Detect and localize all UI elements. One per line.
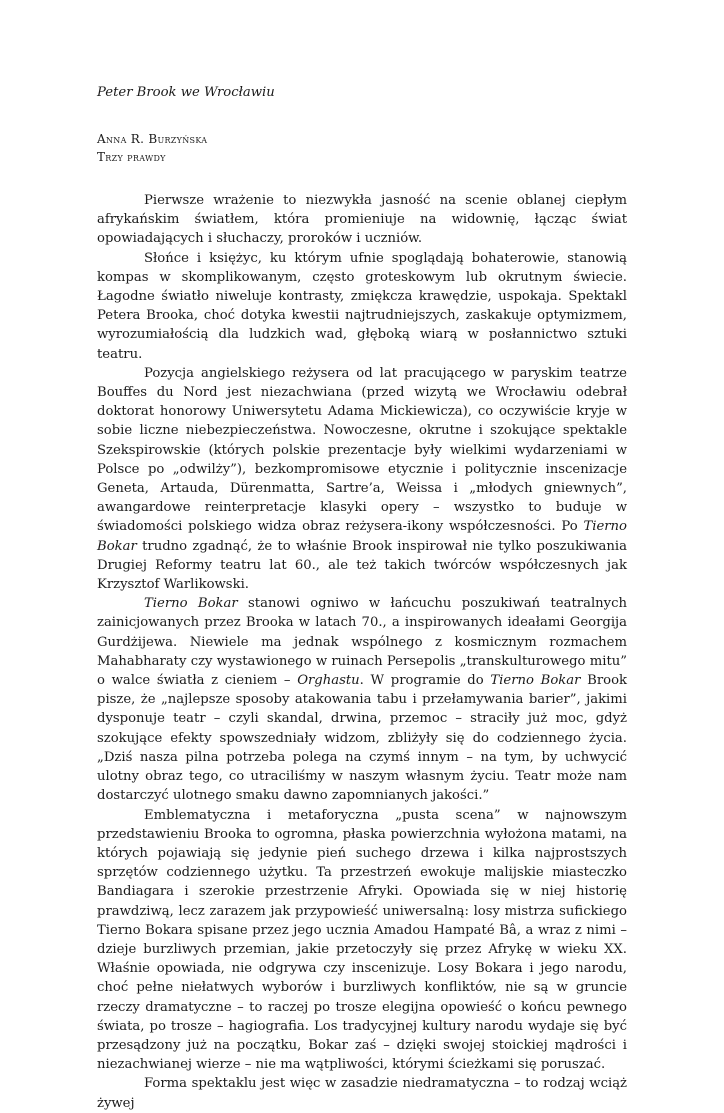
running-header: Peter Brook we Wrocławiu bbox=[97, 85, 275, 100]
paragraph bbox=[97, 191, 627, 249]
italic-title: Orghastu bbox=[297, 673, 360, 689]
paragraph bbox=[97, 806, 627, 1075]
paragraph bbox=[97, 594, 627, 805]
text-run: Forma spektaklu jest więc w zasadzie niedramatyczna – to rodzaj wciąż żywej bbox=[97, 1076, 627, 1111]
article-title: Trzy prawdy bbox=[97, 150, 166, 164]
author-name: Anna R. Burzyńska bbox=[97, 132, 208, 146]
byline bbox=[97, 130, 627, 166]
italic-title: Tierno Bokar bbox=[490, 673, 581, 689]
text-run: Słońce i księżyc, ku którym ufnie spoglądają bohaterowie, stanowią kompas w skomplikowanym, często groteskowym lub okrutnym świecie. Łagodne światło niweluje kontrasty, zmiękcza krawędzie, uspokaja. Spektakl Petera Brooka, choć dotyka kwestii najtrudniejszych, zaskakuje optymizmem, wyrozumiałością dla ludzkich wad, głęboką wiarą w posłannictwo sztuki teatru. bbox=[97, 250, 627, 362]
text-run: Brook pisze, że „najlepsze sposoby atakowania tabu i przełamywania barier”, jakimi dysponuje teatr – czyli skandal, drwina, przemoc – straciły już moc, gdyż szokujące efekty spowszedniały widzom, zbliżyły się do codziennego życia. „Dziś nasza pilna potrzeba polega na czymś innym – na tym, by uchwycić ulotny obraz tego, co utraciliśmy w naszym własnym życiu. Teatr może nam dostarczyć ulotnego smaku dawno zapomnianych jakości.” bbox=[97, 673, 627, 804]
paragraph bbox=[97, 364, 627, 594]
text-run: stanowi ogniwo w łańcuchu poszukiwań teatralnych zainicjowanych przez Brooka w latach 70., a inspirowanych ideałami Georgija Gurdżijewa. Niewiele ma jednak wspólnego z kosmicznym rozmachem Mahabharaty czy wystawionego w ruinach Persepolis „transkulturowego mitu” o walce światła z cieniem – bbox=[97, 596, 627, 689]
text-run: Emblematyczna i metaforyczna „pusta scena” w najnowszym przedstawieniu Brooka to ogromna, płaska powierzchnia wyłożona matami, na których pojawiają się jedynie pień suchego drzewa i kilka najprostszych sprzętów codziennego użytku. Ta przestrzeń ewokuje malijskie miasteczko Bandiagara i szerokie przestrzenie Afryki. Opowiada się w niej historię prawdziwą, lecz zarazem jak przypowieść uniwersalną: losy mistrza sufickiego Tierno Bokara spisane przez jego ucznia Amadou Hampaté Bâ, a wraz z nimi – dzieje burzliwych przemian, jakie przetoczyły się przez Afrykę w wieku XX. Właśnie opowiada, nie odgrywa czy inscenizuje. Losy Bokara i jego narodu, choć pełne niełatwych wyborów i burzliwych konfliktów, nie są w gruncie rzeczy dramatyczne – to raczej po trosze elegijna opowieść o końcu pewnego świata, po trosze – hagiografia. Los tradycyjnej kultury narodu wydaje się być przesądzony już na początku, Bokar zaś – dzięki swojej stoickiej mądrości i niezachwianej wierze – nie ma wątpliwości, którymi ścieżkami się poruszać. bbox=[97, 807, 627, 1073]
article-body bbox=[97, 191, 627, 1113]
text-run: . W programie do bbox=[359, 673, 491, 689]
page bbox=[97, 84, 627, 1113]
paragraph bbox=[97, 249, 627, 364]
italic-title: Tierno Bokar bbox=[97, 519, 627, 554]
italic-title: Tierno Bokar bbox=[144, 596, 238, 612]
paragraph bbox=[97, 1074, 627, 1112]
text-run: trudno zgadnąć, że to właśnie Brook inspirował nie tylko poszukiwania Drugiej Reformy teatru lat 60., ale też takich twórców współczesnych jak Krzysztof Warlikowski. bbox=[97, 538, 627, 593]
text-run: Pozycja angielskiego reżysera od lat pracującego w paryskim teatrze Bouffes du Nord jest niezachwiana (przed wizytą we Wrocławiu odebrał doktorat honorowy Uniwersytetu Adama Mickiewicza), co oczywiście kryje w sobie liczne niebezpieczeństwa. Nowoczesne, okrutne i szokujące spektakle Szekspirowskie (których polskie prezentacje były wielkimi wydarzeniami w Polsce po „odwilży”), bezkompromisowe etycznie i politycznie inscenizacje Geneta, Artauda, Dürenmatta, Sartre’a, Weissa i „młodych gniewnych”, awangardowe reinterpretacje klasyki opery – wszystko to buduje w świadomości polskiego widza obraz reżysera-ikony współczesności. Po bbox=[97, 365, 627, 535]
text-run: Pierwsze wrażenie to niezwykła jasność na scenie oblanej ciepłym afrykańskim światłem, która promieniuje na widownię, łącząc świat opowiadających i słuchaczy, proroków i uczniów. bbox=[97, 193, 627, 247]
